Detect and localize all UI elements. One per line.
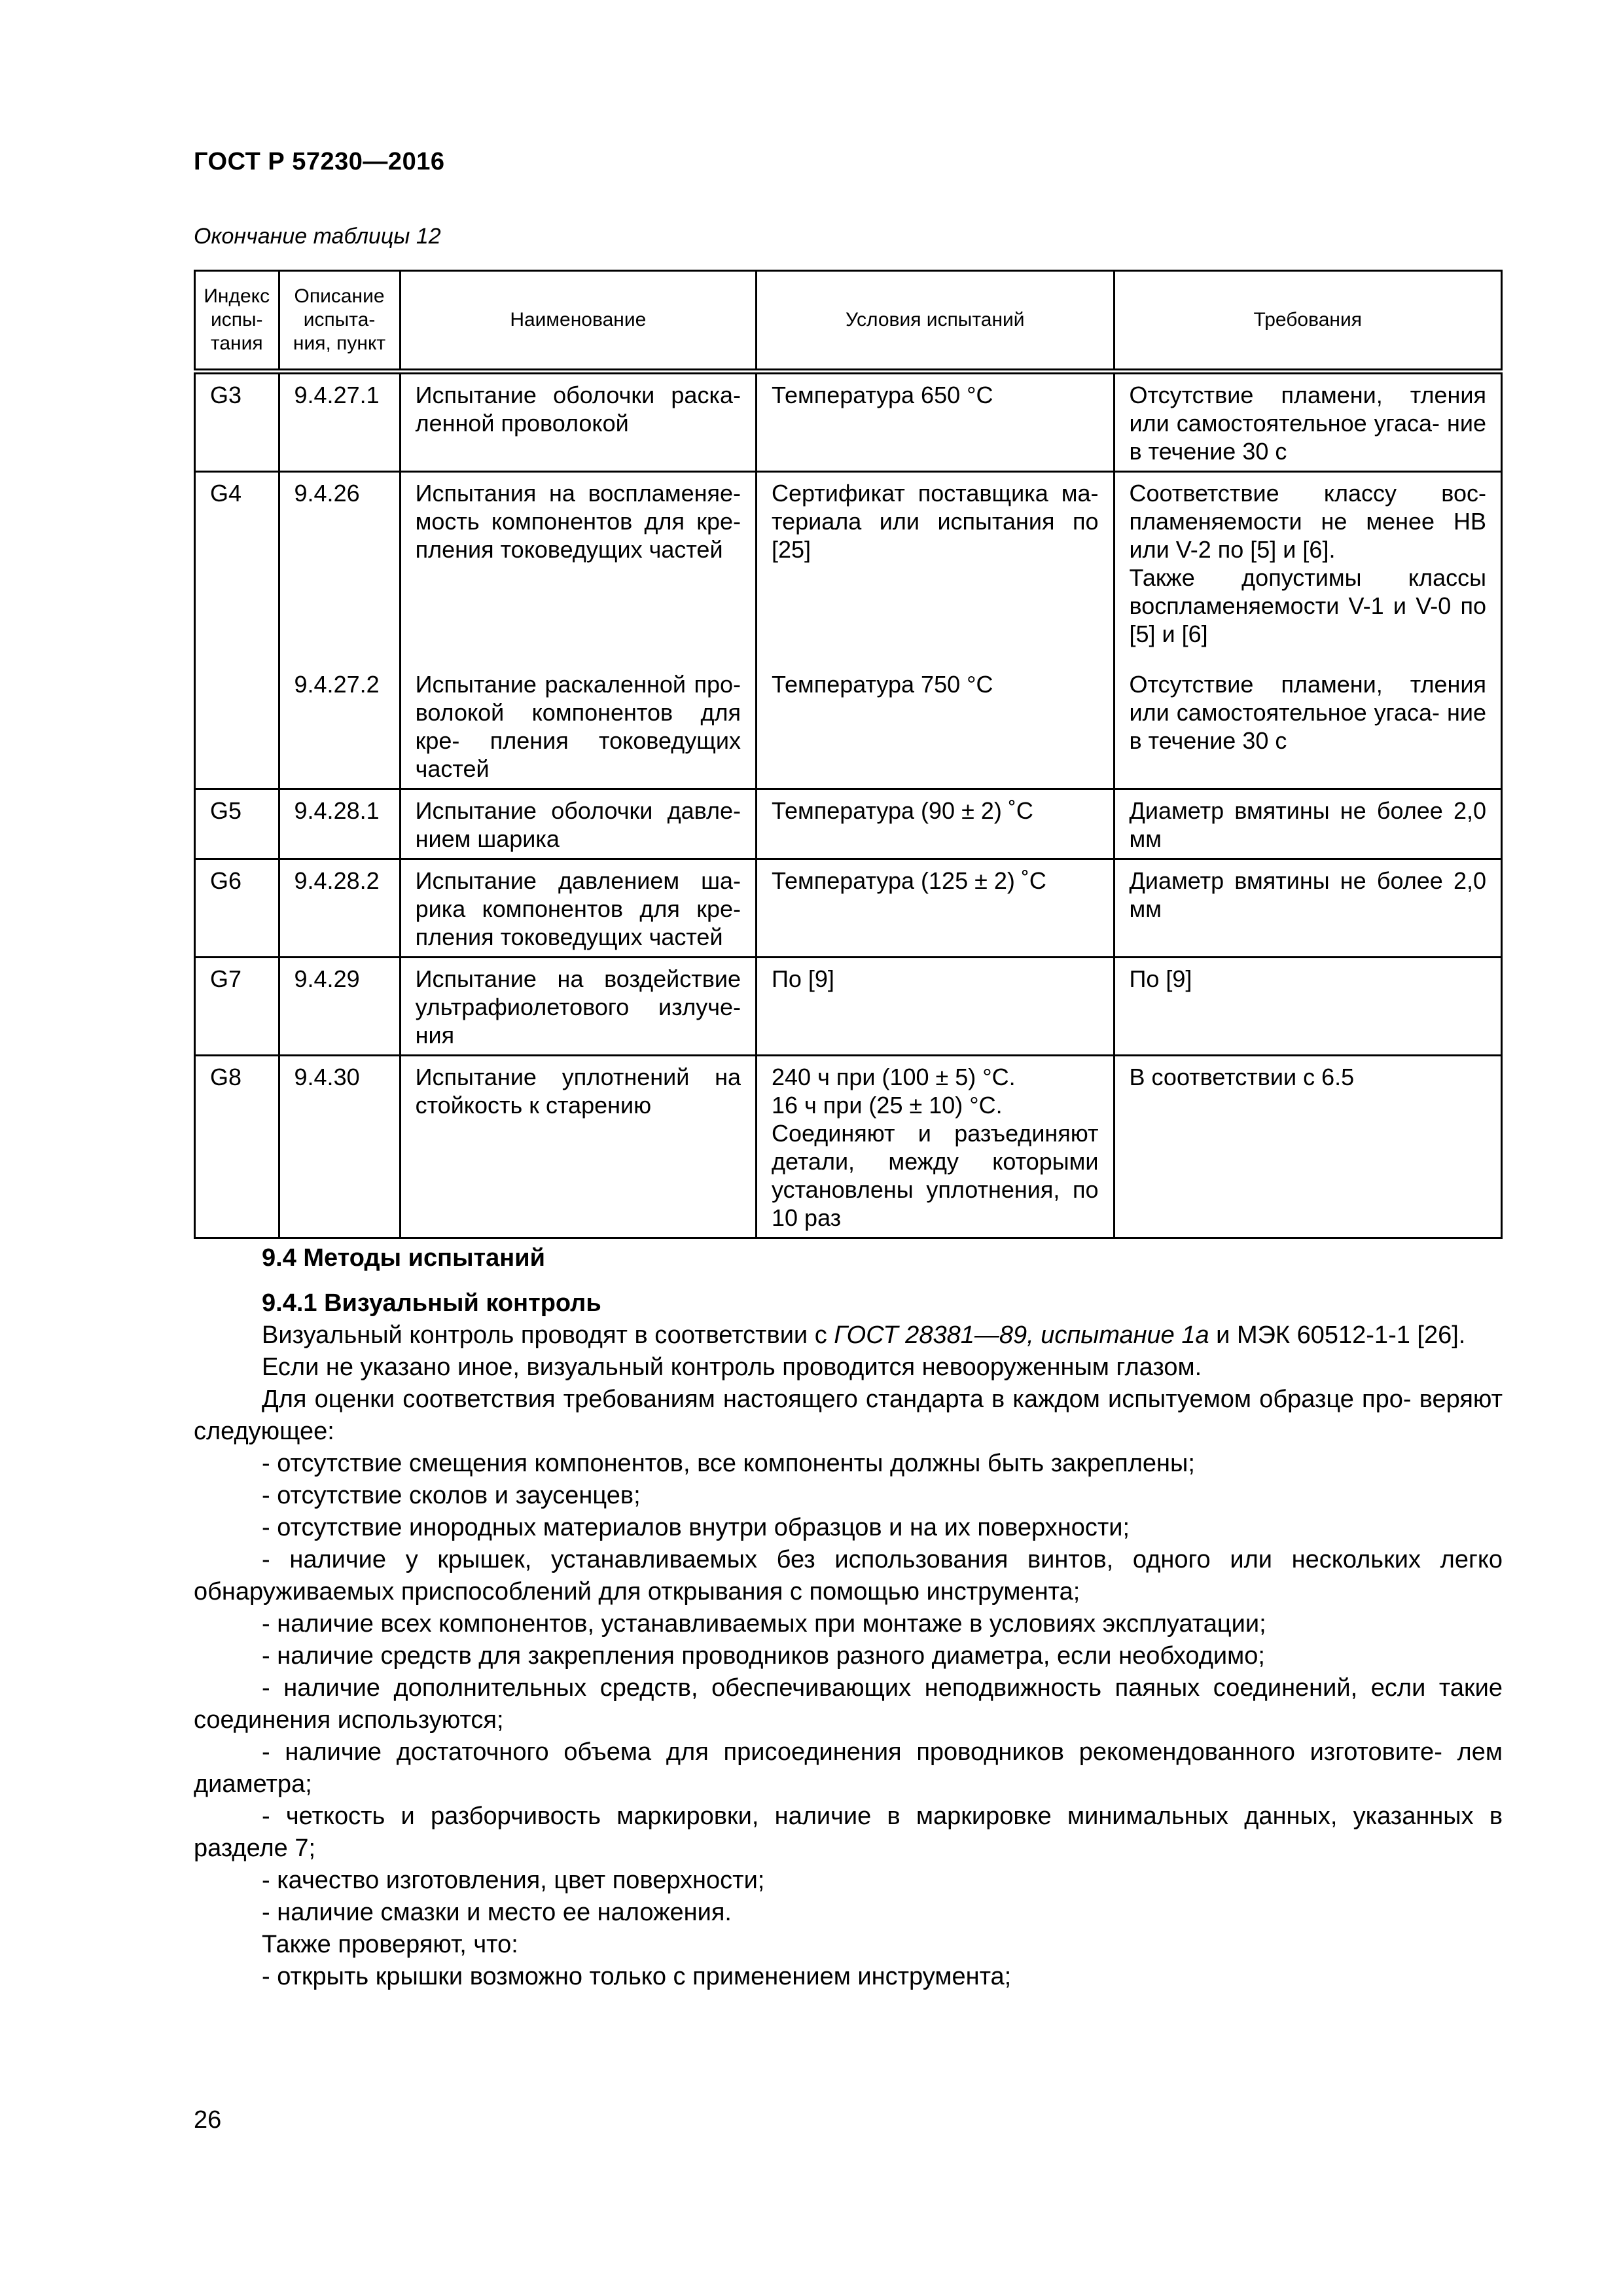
cell-requirements-part2: Также допустимы классы воспламеняемости V-1 и V-0 по [5] и [6] [1129, 564, 1486, 647]
table-row [195, 472, 1502, 664]
table-caption: Окончание таблицы 12 [194, 224, 441, 249]
cell-desc: 9.4.28.2 [279, 859, 400, 958]
section-text [194, 1242, 1503, 1993]
list-item: - наличие смазки и место ее наложения. [262, 1899, 732, 1926]
standard-reference: ГОСТ 28381—89, испытание 1а [834, 1321, 1209, 1349]
cell-name: Испытание оболочки давле- нием шарика [400, 789, 756, 859]
cell-conditions: Сертификат поставщика ма- териала или испытания по [25] [757, 472, 1115, 664]
cell-conditions: Температура (90 ± 2) ˚С [757, 789, 1115, 859]
cell-conditions: Температура 750 °С [757, 664, 1115, 789]
cell-requirements: Отсутствие пламени, тления или самостоятельное угаса- ние в течение 30 с [1114, 372, 1502, 472]
list-item: - отсутствие смещения компонентов, все компоненты должны быть закреплены; [262, 1450, 1195, 1477]
table-row [195, 1056, 1502, 1238]
col-header-conditions: Условия испытаний [757, 271, 1115, 372]
page-number: 26 [194, 2106, 222, 2134]
cell-desc: 9.4.27.2 [279, 664, 400, 789]
cell-desc: 9.4.27.1 [279, 372, 400, 472]
cell-name: Испытания на воспламеняе- мость компонентов для кре- пления токоведущих частей [400, 472, 756, 664]
cell-requirements: Диаметр вмятины не более 2,0 мм [1114, 859, 1502, 958]
paragraph-3: Для оценки соответствия требованиям настоящего стандарта в каждом испытуемом образце про- веряют следующее: [194, 1386, 1503, 1445]
cell-conditions: Температура (125 ± 2) ˚С [757, 859, 1115, 958]
document-code: ГОСТ Р 57230—2016 [194, 148, 445, 175]
table-row [195, 372, 1502, 472]
table-row [195, 664, 1502, 789]
list-item: - открыть крышки возможно только с применением инструмента; [262, 1963, 1012, 1990]
cell-requirements: Диаметр вмятины не более 2,0 мм [1114, 789, 1502, 859]
cell-requirements: По [9] [1114, 958, 1502, 1056]
list-item: - наличие всех компонентов, устанавливаемых при монтаже в условиях эксплуатации; [262, 1610, 1266, 1638]
col-header-name: Наименование [400, 271, 756, 372]
table-row [195, 859, 1502, 958]
cell-index: G6 [195, 859, 279, 958]
table-12 [194, 270, 1503, 1239]
cell-name: Испытание на воздействие ультрафиолетового излуче- ния [400, 958, 756, 1056]
col-header-requirements: Требования [1114, 271, 1502, 372]
cell-name: Испытание уплотнений на стойкость к старению [400, 1056, 756, 1238]
cell-name: Испытание оболочки раска- ленной проволокой [400, 372, 756, 472]
list-item: - четкость и разборчивость маркировки, наличие в маркировке минимальных данных, указанных в разделе 7; [194, 1803, 1503, 1862]
list-item: - отсутствие сколов и заусенцев; [262, 1482, 641, 1509]
list-item: - наличие у крышек, устанавливаемых без использования винтов, одного или нескольких легко обнаруживаемых приспособлений для открывания с помощью инструмента; [194, 1546, 1503, 1605]
cell-requirements: Отсутствие пламени, тления или самостоятельное угаса- ние в течение 30 с [1114, 664, 1502, 789]
table-header-row [195, 271, 1502, 372]
cell-index: G7 [195, 958, 279, 1056]
cell-desc: 9.4.30 [279, 1056, 400, 1238]
list-item: - наличие средств для закрепления проводников разного диаметра, если необходимо; [262, 1642, 1265, 1670]
cell-index: G5 [195, 789, 279, 859]
cell-index: G8 [195, 1056, 279, 1238]
paragraph-2: Если не указано иное, визуальный контроль проводится невооруженным глазом. [262, 1354, 1202, 1381]
cell-requirements-part1: Соответствие классу вос- пламеняемости не менее НВ или V-2 по [5] и [6]. [1129, 480, 1486, 563]
cell-desc: 9.4.28.1 [279, 789, 400, 859]
col-header-index: Индекс испы- тания [195, 271, 279, 372]
table-row [195, 958, 1502, 1056]
cell-conditions: По [9] [757, 958, 1115, 1056]
table-row [195, 789, 1502, 859]
subsection-heading: 9.4.1 Визуальный контроль [262, 1289, 601, 1317]
cell-desc: 9.4.29 [279, 958, 400, 1056]
list-item: - качество изготовления, цвет поверхности; [262, 1867, 765, 1894]
cell-desc: 9.4.26 [279, 472, 400, 664]
paragraph-1 [194, 1319, 1503, 1352]
list-item: - отсутствие инородных материалов внутри образцов и на их поверхности; [262, 1514, 1130, 1541]
cell-conditions [757, 1056, 1115, 1238]
cell-requirements [1114, 472, 1502, 664]
cell-conditions-line3: Соединяют и разъединяют детали, между которыми установлены уплотнения, по 10 раз [772, 1120, 1099, 1231]
cell-index: G3 [195, 372, 279, 472]
paragraph-4: Также проверяют, что: [262, 1931, 518, 1958]
col-header-desc: Описание испыта- ния, пункт [279, 271, 400, 372]
cell-conditions: Температура 650 °С [757, 372, 1115, 472]
cell-conditions-line2: 16 ч при (25 ± 10) °С. [772, 1092, 1003, 1119]
cell-index: G4 [195, 472, 279, 664]
list-item: - наличие достаточного объема для присоединения проводников рекомендованного изготовите- лем диаметра; [194, 1738, 1503, 1798]
cell-name: Испытание давлением ша- рика компонентов для кре- пления токоведущих частей [400, 859, 756, 958]
cell-conditions-line1: 240 ч при (100 ± 5) °С. [772, 1064, 1016, 1090]
section-heading: 9.4 Методы испытаний [262, 1244, 545, 1272]
paragraph-1-a: Визуальный контроль проводят в соответствии с [262, 1321, 834, 1349]
list-item: - наличие дополнительных средств, обеспечивающих неподвижность паяных соединений, если такие соединения используются; [194, 1674, 1503, 1734]
cell-index [195, 664, 279, 789]
cell-name: Испытание раскаленной про- волокой компонентов для кре- пления токоведущих частей [400, 664, 756, 789]
paragraph-1-b: и МЭК 60512-1-1 [26]. [1209, 1321, 1466, 1349]
cell-requirements: В соответствии с 6.5 [1114, 1056, 1502, 1238]
